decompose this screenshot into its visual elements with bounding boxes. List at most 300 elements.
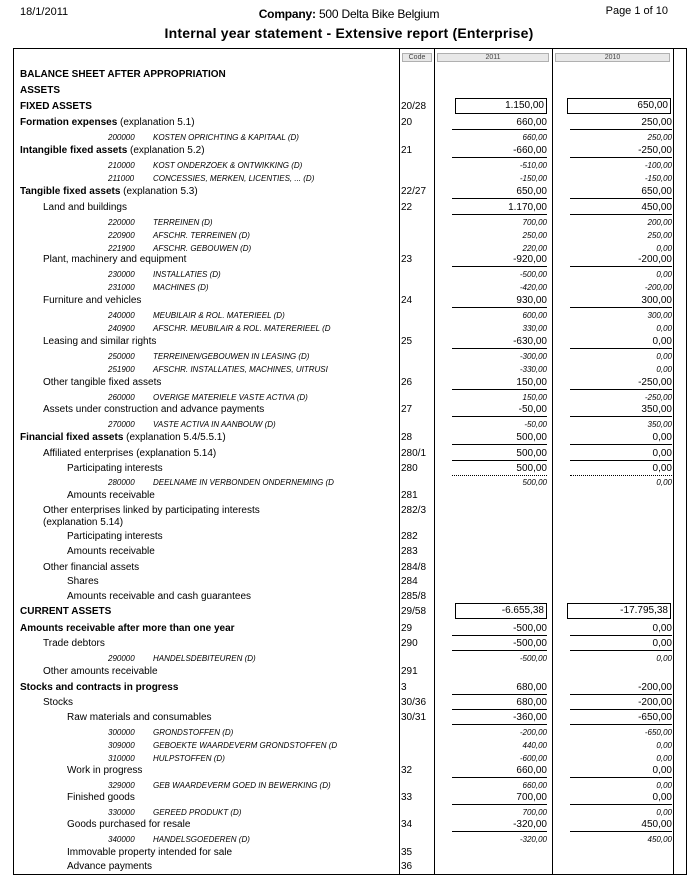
table-row [14,711,687,725]
value-2010: 300,00 [647,311,672,320]
table-row [14,818,687,832]
value-2010: -250,00 [644,393,672,402]
report-date: 18/1/2011 [20,6,69,18]
value-2011: -6.655,38 [455,603,547,619]
value-2011: 150,00 [452,376,547,390]
row-label-text: CONCESSIES, MERKEN, LICENTIES, ... (D) [153,174,315,183]
row-code: 284/8 [401,562,427,573]
row-label-text: DEELNAME IN VERBONDEN ONDERNEMING (D [153,478,334,487]
value-2011: 700,00 [522,808,547,817]
account-row [14,322,687,336]
value-2011: -600,00 [519,754,547,763]
value-2010: -200,00 [570,253,672,267]
row-label-text: TERREINEN/GEBOUWEN IN LEASING (D) [153,352,310,361]
row-code: 32 [401,765,413,776]
account-row [14,726,687,740]
account-row [14,268,687,282]
table-row [14,622,687,636]
account-number: 200000 [108,133,135,142]
row-label-text: AFSCHR. INSTALLATIES, MACHINES, UITRUSI [153,365,328,374]
row-label-text: (explanation 5.14) [43,517,124,528]
value-2011: 330,00 [522,324,547,333]
account-number: 300000 [108,728,135,737]
value-2010: -200,00 [644,283,672,292]
table-row [14,575,687,589]
row-label-text: Finished goods [67,792,135,803]
row-label-text: Amounts receivable and cash guarantees [67,591,252,602]
row-label [20,681,178,695]
account-row [14,216,687,230]
row-code: 36 [401,861,413,872]
row-code: 29 [401,623,413,634]
value-2010: 0,00 [656,365,672,374]
value-2010: 0,00 [656,270,672,279]
value-2010: 0,00 [570,637,672,651]
row-label-text: Trade debtors [43,638,105,649]
row-label-text: AFSCHR. TERREINEN (D) [153,231,250,240]
value-2010: -200,00 [570,681,672,695]
account-number: 230000 [108,270,135,279]
row-explanation: (explanation 5.2) [127,145,205,156]
value-2010: 0,00 [570,622,672,636]
value-2011: 650,00 [452,185,547,199]
row-label-text: GEREED PRODUKT (D) [153,808,242,817]
row-label-text: ASSETS [20,85,61,96]
row-label-text: Amounts receivable [67,490,155,501]
value-2010: -250,00 [570,144,672,158]
row-label-text: CURRENT ASSETS [20,606,112,617]
row-code: 26 [401,377,413,388]
balance-sheet-table [13,48,687,875]
column-header-code: Code [402,53,432,62]
row-label-text: BALANCE SHEET AFTER APPROPRIATION [20,69,226,80]
row-label-text: GEB WAARDEVERM GOED IN BEWERKING (D) [153,781,331,790]
row-code: 284 [401,576,418,587]
row-code: 281 [401,490,418,501]
table-row [14,431,687,445]
company-label: Company: [258,7,316,21]
row-label [20,84,60,98]
value-2011: -630,00 [452,335,547,349]
table-row [14,403,687,417]
row-label-text: AFSCHR. MEUBILAIR & ROL. MATERERIEEL (D [153,324,331,333]
value-2010: 0,00 [570,462,672,476]
table-row [14,253,687,267]
value-2010: 0,00 [656,741,672,750]
table-row [14,530,687,544]
value-2011: -200,00 [519,728,547,737]
row-label-text: Goods purchased for resale [67,819,191,830]
value-2011: -920,00 [452,253,547,267]
row-explanation: (explanation 5.4/5.5.1) [123,432,226,443]
account-number: 211000 [108,174,135,183]
row-label [108,363,328,377]
row-label-text: KOSTEN OPRICHTING & KAPITAAL (D) [153,133,299,142]
account-number: 340000 [108,835,135,844]
table-row [14,545,687,559]
account-row [14,476,687,490]
row-label-text: Plant, machinery and equipment [43,254,187,265]
value-2011: -50,00 [452,403,547,417]
row-label [43,696,73,710]
value-2010: 0,00 [570,335,672,349]
table-row [14,637,687,651]
row-label-text: Other enterprises linked by participating interests [43,505,260,516]
account-number: 251900 [108,365,135,374]
row-label [108,268,221,282]
row-code: 34 [401,819,413,830]
account-row [14,418,687,432]
account-row [14,281,687,295]
row-label [108,322,331,336]
row-label [20,622,235,636]
value-2011: -320,00 [452,818,547,832]
row-label-text: Other financial assets [43,562,140,573]
row-code: 33 [401,792,413,803]
value-2011: -50,00 [524,420,547,429]
row-label-text: Stocks and contracts in progress [20,682,179,693]
value-2010: 450,00 [570,818,672,832]
value-2010: -250,00 [570,376,672,390]
value-2011: 440,00 [522,741,547,750]
row-label-text: Intangible fixed assets [20,145,128,156]
value-2010: -150,00 [644,174,672,183]
row-code: 280 [401,463,418,474]
value-2011: 680,00 [452,696,547,710]
account-number: 220900 [108,231,135,240]
row-code: 283 [401,546,418,557]
row-label-text: Shares [67,576,99,587]
row-label [43,294,141,308]
row-label [43,516,123,530]
value-2010: 0,00 [570,764,672,778]
value-2011: -300,00 [519,352,547,361]
company-name: 500 Delta Bike Belgium [318,7,440,21]
table-row [14,100,687,114]
row-label-text: Other tangible fixed assets [43,377,162,388]
value-2011: 250,00 [522,231,547,240]
value-2010: 250,00 [647,133,672,142]
row-label-text: Assets under construction and advance payments [43,404,265,415]
value-2011: -510,00 [519,161,547,170]
row-label-text: VASTE ACTIVA IN AANBOUW (D) [153,420,276,429]
row-code: 282 [401,531,418,542]
row-label [20,68,226,82]
row-label [20,144,205,158]
row-label [67,791,135,805]
row-label [108,476,334,490]
account-row [14,652,687,666]
table-row [14,590,687,604]
value-2010: 0,00 [656,781,672,790]
account-number: 260000 [108,393,135,402]
value-2011: 680,00 [452,681,547,695]
value-2010: 450,00 [570,201,672,215]
value-2011: 600,00 [522,311,547,320]
value-2011: 700,00 [452,791,547,805]
row-label-text: HULPSTOFFEN (D) [153,754,225,763]
table-row [14,561,687,575]
row-label [20,100,92,114]
row-label [108,309,285,323]
account-number: 290000 [108,654,135,663]
table-row [14,846,687,860]
row-label [43,561,139,575]
row-code: 29/58 [401,606,427,617]
value-2010: 0,00 [656,654,672,663]
row-label [67,489,155,503]
row-label-text: Financial fixed assets [20,432,124,443]
table-row [14,665,687,679]
account-number: 310000 [108,754,135,763]
value-2010: 0,00 [656,754,672,763]
row-label-text: Leasing and similar rights [43,336,157,347]
account-row [14,172,687,186]
value-2010: 300,00 [570,294,672,308]
row-label [43,253,186,267]
value-2011: -360,00 [452,711,547,725]
row-label-text: GEBOEKTE WAARDEVERM GRONDSTOFFEN (D [153,741,338,750]
value-2010: 0,00 [570,431,672,445]
row-code: 24 [401,295,413,306]
value-2010: 0,00 [656,244,672,253]
value-2011: 500,00 [452,431,547,445]
row-code: 285/8 [401,591,427,602]
table-row [14,860,687,874]
row-label [108,159,302,173]
row-label-text: KOST ONDERZOEK & ONTWIKKING (D) [153,161,303,170]
row-label [43,637,105,651]
row-label [20,431,226,445]
row-code: 23 [401,254,413,265]
value-2011: 500,00 [452,462,547,476]
table-row [14,68,687,82]
row-label-text: MACHINES (D) [153,283,209,292]
row-label-text: Land and buildings [43,202,127,213]
value-2011: 1.170,00 [452,201,547,215]
row-label-text: Participating interests [67,531,163,542]
row-label-text: TERREINEN (D) [153,218,213,227]
row-label-text: Stocks [43,697,74,708]
row-label-text: Work in progress [67,765,143,776]
row-code: 20/28 [401,101,427,112]
table-row [14,335,687,349]
value-2010: 0,00 [656,352,672,361]
value-2011: -500,00 [519,654,547,663]
account-row [14,363,687,377]
value-2011: -500,00 [452,637,547,651]
row-code: 22 [401,202,413,213]
row-label-text: Raw materials and consumables [67,712,212,723]
account-number: 210000 [108,161,135,170]
account-number: 231000 [108,283,135,292]
page-number: Page 1 of 10 [605,5,668,17]
account-row [14,309,687,323]
row-label [67,530,163,544]
row-code: 35 [401,847,413,858]
value-2010: 250,00 [647,231,672,240]
account-row [14,229,687,243]
row-explanation: (explanation 5.3) [120,186,198,197]
value-2011: 660,00 [522,781,547,790]
row-label [108,418,276,432]
value-2010: 350,00 [570,403,672,417]
value-2010: -650,00 [570,711,672,725]
row-label-text: HANDELSGOEDEREN (D) [153,835,250,844]
table-row [14,516,687,530]
row-label [108,739,337,753]
value-2011: -420,00 [519,283,547,292]
row-label-text: AFSCHR. GEBOUWEN (D) [153,244,252,253]
row-label-text: MEUBILAIR & ROL. MATERIEEL (D) [153,311,285,320]
row-code: 280/1 [401,448,427,459]
row-label-text: Furniture and vehicles [43,295,142,306]
row-label [43,335,156,349]
row-code: 21 [401,145,413,156]
value-2010: 350,00 [647,420,672,429]
row-label [67,711,212,725]
account-row [14,350,687,364]
account-row [14,131,687,145]
value-2010: 200,00 [647,218,672,227]
row-label [43,201,127,215]
row-label-text: Amounts receivable [67,546,155,557]
account-number: 280000 [108,478,135,487]
value-2011: 660,00 [452,116,547,130]
column-header-2011: 2011 [437,53,549,62]
row-code: 28 [401,432,413,443]
account-number: 240000 [108,311,135,320]
row-code: 3 [401,682,407,693]
account-row [14,739,687,753]
row-label [67,818,190,832]
account-number: 330000 [108,808,135,817]
row-code: 282/3 [401,505,427,516]
value-2010: 0,00 [656,478,672,487]
row-label [108,229,250,243]
row-label-text: Other amounts receivable [43,666,158,677]
value-2010: 0,00 [570,791,672,805]
value-2010: 0,00 [656,324,672,333]
table-row [14,764,687,778]
value-2011: 660,00 [522,133,547,142]
row-label [67,764,142,778]
row-label-text: Tangible fixed assets [20,186,121,197]
row-label [43,447,216,461]
row-code: 27 [401,404,413,415]
value-2010: 0,00 [656,808,672,817]
row-label [108,131,299,145]
value-2011: -500,00 [452,622,547,636]
value-2011: 930,00 [452,294,547,308]
report-title: Internal year statement - Extensive report (Enterprise) [164,25,534,41]
value-2011: 1.150,00 [455,98,547,114]
account-number: 329000 [108,781,135,790]
row-code: 22/27 [401,186,427,197]
row-code: 291 [401,666,418,677]
row-label [67,590,251,604]
row-label-text: OVERIGE MATERIELE VASTE ACTIVA (D) [153,393,308,402]
value-2010: 650,00 [570,185,672,199]
value-2010: 650,00 [567,98,671,114]
table-row [14,294,687,308]
row-label-text: Participating interests [67,463,163,474]
row-label [20,185,198,199]
account-number: 221900 [108,244,135,253]
row-label-text: INSTALLATIES (D) [153,270,221,279]
row-label [43,665,158,679]
table-row [14,791,687,805]
table-row [14,462,687,476]
value-2010: -650,00 [644,728,672,737]
row-label-text: Immovable property intended for sale [67,847,233,858]
row-label [108,172,314,186]
company-line [0,7,698,21]
row-code: 20 [401,117,413,128]
row-label-text: Advance payments [67,861,153,872]
table-row [14,681,687,695]
row-code: 290 [401,638,418,649]
account-number: 270000 [108,420,135,429]
value-2011: 660,00 [452,764,547,778]
row-label [67,545,155,559]
row-label-text: GRONDSTOFFEN (D) [153,728,234,737]
row-label [108,281,209,295]
row-label [108,833,250,847]
value-2010: -100,00 [644,161,672,170]
table-row [14,84,687,98]
value-2011: 150,00 [522,393,547,402]
row-label [43,403,264,417]
account-number: 250000 [108,352,135,361]
row-label [108,216,213,230]
value-2010: 450,00 [647,835,672,844]
row-label-text: Affiliated enterprises (explanation 5.14) [43,448,217,459]
table-row [14,185,687,199]
table-row [14,144,687,158]
row-label [67,860,152,874]
row-label-text: FIXED ASSETS [20,101,92,112]
column-header-2010: 2010 [555,53,670,62]
row-label [108,726,233,740]
value-2011: -330,00 [519,365,547,374]
row-label [20,605,111,619]
row-code: 30/36 [401,697,427,708]
value-2011: 500,00 [522,478,547,487]
value-2010: 0,00 [570,447,672,461]
table-row [14,201,687,215]
account-number: 220000 [108,218,135,227]
row-label [108,652,256,666]
value-2010: 250,00 [570,116,672,130]
value-2010: -200,00 [570,696,672,710]
table-row [14,696,687,710]
value-2011: 500,00 [452,447,547,461]
value-2011: 700,00 [522,218,547,227]
row-code: 30/31 [401,712,427,723]
row-code: 25 [401,336,413,347]
row-label-text: Amounts receivable after more than one year [20,623,235,634]
table-row [14,116,687,130]
table-row [14,489,687,503]
table-row [14,447,687,461]
account-row [14,833,687,847]
value-2010: -17.795,38 [567,603,671,619]
account-number: 240900 [108,324,135,333]
page-header [0,0,698,44]
account-row [14,159,687,173]
table-row [14,376,687,390]
